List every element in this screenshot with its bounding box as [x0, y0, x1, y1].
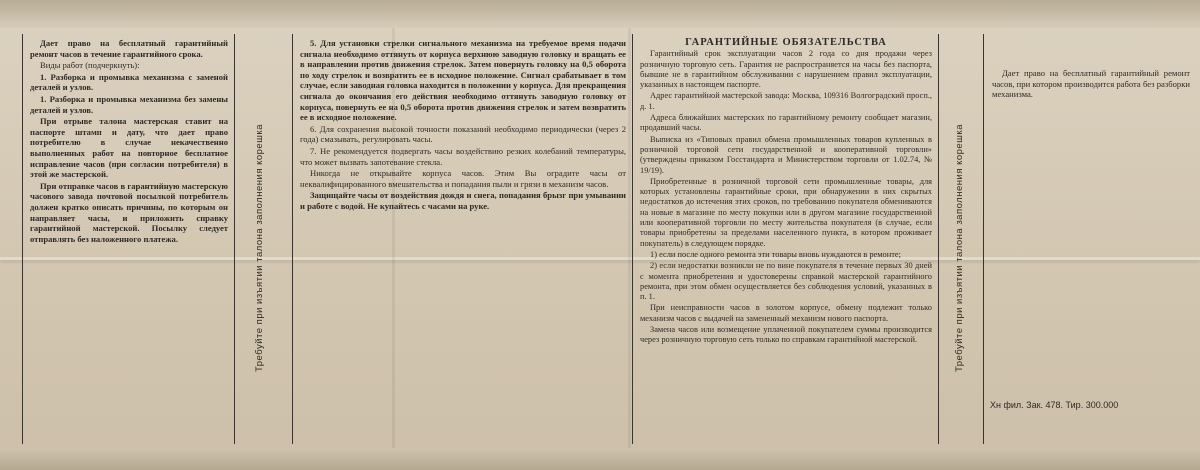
coupon-column-left — [30, 38, 228, 245]
instruction-paragraph: Никогда не открывайте корпуса часов. Этим Вы оградите часы от неквалифицированного вмешательства и попадания пыли и грязи в механизм часов. — [300, 168, 626, 189]
warranty-paragraph: 1) если после одного ремонта эти товары вновь нуждаются в ремонте; — [650, 249, 901, 259]
border-line — [22, 34, 23, 444]
warranty-title: ГАРАНТИЙНЫЕ ОБЯЗАТЕЛЬСТВА — [685, 37, 887, 48]
stub-instruction-right: Требуйте при изъятии талона заполнения корешка — [954, 124, 965, 372]
coupon-rights-text: Дает право на бесплатный гарантийный ремонт часов в течение гарантийного срока. — [30, 38, 228, 59]
column-divider — [983, 34, 984, 444]
column-divider — [234, 34, 235, 444]
instructions-column — [300, 38, 626, 213]
stub-instruction-left: Требуйте при изъятии талона заполнения корешка — [254, 124, 265, 372]
instruction-paragraph: 7. Не рекомендуется подвергать часы воздействию резких колебаний температуры, что может вызвать запотевание стекла. — [300, 145, 626, 167]
column-divider — [292, 34, 293, 444]
work-type-option: 1. Разборка и промывка механизма с заменой деталей и узлов. — [30, 71, 228, 93]
warranty-paragraph: При неисправности часов в золотом корпусе, обмену подлежит только механизм часов с выдачей на замененный механизм нового паспорта. — [640, 303, 932, 323]
work-types-heading: Виды работ (подчеркнуть): — [40, 60, 140, 71]
paper-fold-horizontal — [0, 257, 1200, 260]
coupon-rights-text: Дает право на бесплатный гарантийный ремонт часов, при котором производится работа без разборки механизма. — [992, 68, 1190, 100]
paper-fold-vertical — [628, 28, 631, 448]
publisher-imprint: Хн фил. Зак. 478. Тир. 300.000 — [990, 400, 1119, 410]
warranty-paragraph: Приобретенные в розничной торговой сети промышленные товары, для которых установлены гарантийные сроки, при обнаружении в них скрытых недостатков до истечения этих сроков, по требованию покупателя обмениваются на новые в магазине по месту покупки или в другом магазине государственной или кооперативной торговли по месту жительства покупателя (в случае, если товары приобретены за пределами населенного пункта, в котором проживает покупатель) в следующем порядке. — [640, 176, 932, 248]
warranty-paragraph: Адрес гарантийной мастерской завода: Москва, 109316 Волгоградский просп., д. 1. — [640, 91, 932, 111]
column-divider — [938, 34, 939, 444]
work-type-option: 1. Разборка и промывка механизма без замены деталей и узлов. — [30, 93, 228, 115]
paper-bottom-edge — [0, 448, 1200, 470]
coupon-stamp-text: При отрыве талона мастерская ставит на паспорте штамп и дату, что дает право потребителю в случае некачественно выполненных работ на повторное бесплатное исправление часов (при согласии потребителя) в этой же мастерской. — [30, 116, 228, 180]
warranty-paragraph: Адреса ближайших мастерских по гарантийному ремонту сообщает магазин, продавший часы. — [640, 113, 932, 133]
instruction-paragraph: 5. Для установки стрелки сигнального механизма на требуемое время подачи сигнала необходимо оттянуть от корпуса верхнюю заводную головку и вращать ее в направлении против движения стрелок. Затем повернуть головку на 0,5 оборота по ходу стрелок и возвратить ее в исходное положение. Сигнал срабатывает в том случае, если заводная головка находится в положении у корпуса. Для прекращения сигнала до окончания его действия необходимо оттянуть заводную головку от корпуса, повернуть ее на 0,5 оборота против движения стрелок и затем возвратить ее в исходное положение. — [300, 38, 626, 123]
warranty-paragraph: Замена часов или возмещение уплаченной покупателем суммы производится через розничную торговую сеть только по справкам гарантийной мастерской. — [640, 325, 932, 345]
warranty-paragraph: Выписка из «Типовых правил обмена промышленных товаров купленных в розничной торговой сети государственной и кооперативной торговли» (утверждены приказом Госстандарта и Министерством торговли от 1.02.74, № 19/19). — [640, 134, 932, 175]
instruction-paragraph: Защищайте часы от воздействия дождя и снега, попадания брызг при умывании и работе с водой. Не купайтесь с часами на руке. — [300, 190, 626, 211]
coupon-column-right — [992, 68, 1190, 101]
paper-top-edge — [0, 0, 1200, 28]
instruction-paragraph: 6. Для сохранения высокой точности показаний необходимо периодически (через 2 года) смазывать, регулировать часы. — [300, 123, 626, 145]
warranty-paragraph: Гарантийный срок эксплуатации часов 2 года со дня продажи через розничную торговую сеть. Гарантия не распространяется на часы без паспорта, бывшие не в гарантийном обслуживании с нарушением правил эксплуатации, указанных в настоящем паспорте. — [640, 49, 932, 90]
column-divider — [632, 34, 633, 444]
warranty-column — [640, 38, 932, 347]
warranty-paragraph: 2) если недостатки возникли не по вине покупателя в течение первых 30 дней с момента приобретения и удостоверены справкой мастерской гарантийного ремонта, при этом обмен осуществляется без соблюдения условий, указанных в п. 1. — [640, 261, 932, 302]
coupon-mail-text: При отправке часов в гарантийную мастерскую часового завода почтовой посылкой потребитель должен кратко описать причины, по которым он направляет часы, и приложить справку гарантийной мастерской. Посылку следует отправлять без наложенного платежа. — [30, 180, 228, 244]
